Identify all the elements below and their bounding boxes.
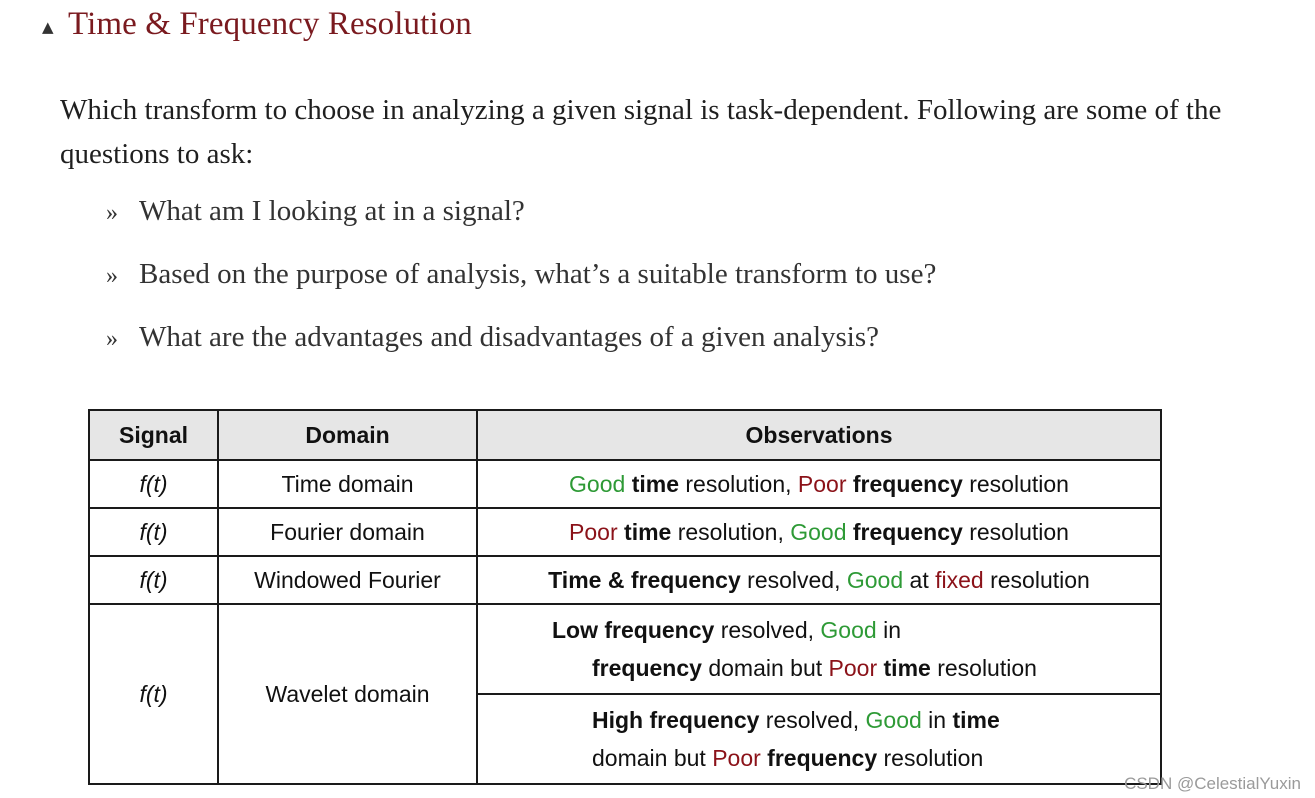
observation-cell xyxy=(477,556,1161,604)
resolution-table xyxy=(88,409,1162,785)
question-list xyxy=(106,195,936,384)
obs-bold: frequency xyxy=(760,745,878,771)
intro-paragraph: Which transform to choose in analyzing a given signal is task-dependent. Following are some of the questions to ask: xyxy=(60,94,1222,170)
list-item xyxy=(106,258,936,321)
bullet-icon: » xyxy=(106,326,118,352)
observation-cell-low xyxy=(477,604,1161,694)
obs-bold: time xyxy=(952,707,1000,733)
obs-text: at xyxy=(903,566,936,593)
obs-text: resolution, xyxy=(671,518,791,545)
domain-cell: Wavelet domain xyxy=(218,604,477,784)
fixed-label: fixed xyxy=(935,566,984,593)
obs-text: resolution xyxy=(930,655,1037,681)
obs-bold: Low frequency xyxy=(552,617,715,643)
obs-text: resolved, xyxy=(714,617,821,643)
section-header[interactable] xyxy=(42,6,472,43)
watermark: CSDN @CelestialYuxin xyxy=(1124,774,1301,793)
poor-label: Poor xyxy=(828,655,878,681)
section-title: Time & Frequency Resolution xyxy=(68,6,472,42)
table-row xyxy=(89,508,1161,556)
header-signal: Signal xyxy=(89,410,218,460)
obs-bold: frequency xyxy=(846,470,963,497)
header-observations: Observations xyxy=(477,410,1161,460)
question-text: Based on the purpose of analysis, what’s a suitable transform to use? xyxy=(139,258,937,290)
question-text: What am I looking at in a signal? xyxy=(139,195,525,227)
observation-cell xyxy=(477,508,1161,556)
table-row xyxy=(89,556,1161,604)
good-label: Good xyxy=(820,617,877,643)
signal-cell: f(t) xyxy=(89,460,218,508)
obs-bold: time xyxy=(625,470,679,497)
table-header-row xyxy=(89,410,1161,460)
obs-text: resolution xyxy=(962,518,1069,545)
table-row xyxy=(89,604,1161,694)
caret-up-icon[interactable]: ▲ xyxy=(42,17,54,36)
bullet-icon: » xyxy=(106,200,118,226)
obs-text: resolution xyxy=(983,566,1090,593)
domain-cell: Time domain xyxy=(218,460,477,508)
good-label: Good xyxy=(790,518,847,545)
domain-cell: Windowed Fourier xyxy=(218,556,477,604)
obs-bold: High frequency xyxy=(592,707,760,733)
poor-label: Poor xyxy=(712,745,761,771)
bullet-icon: » xyxy=(106,263,118,289)
header-domain: Domain xyxy=(218,410,477,460)
table-row xyxy=(89,460,1161,508)
obs-text: resolution, xyxy=(679,470,798,497)
poor-label: Poor xyxy=(569,518,618,545)
obs-bold: time xyxy=(617,518,672,545)
obs-text: resolution xyxy=(962,470,1069,497)
obs-bold: frequency xyxy=(846,518,963,545)
obs-text: domain but xyxy=(701,655,829,681)
observation-cell-high xyxy=(477,694,1161,784)
obs-text: domain but xyxy=(592,745,713,771)
obs-text: resolved, xyxy=(740,566,847,593)
obs-bold: frequency xyxy=(592,655,702,681)
good-label: Good xyxy=(846,566,904,593)
question-text: What are the advantages and disadvantages of a given analysis? xyxy=(139,321,880,353)
list-item xyxy=(106,195,936,258)
observation-cell xyxy=(477,460,1161,508)
signal-cell: f(t) xyxy=(89,604,218,784)
obs-bold: Time & frequency xyxy=(548,566,741,593)
signal-cell: f(t) xyxy=(89,556,218,604)
obs-text: resolution xyxy=(877,745,984,771)
poor-label: Poor xyxy=(797,470,847,497)
obs-text: in xyxy=(876,617,901,643)
obs-bold: time xyxy=(877,655,931,681)
list-item xyxy=(106,321,936,384)
obs-text: resolved, xyxy=(759,707,866,733)
good-label: Good xyxy=(865,707,922,733)
good-label: Good xyxy=(569,470,626,497)
domain-cell: Fourier domain xyxy=(218,508,477,556)
signal-cell: f(t) xyxy=(89,508,218,556)
obs-text: in xyxy=(921,707,953,733)
